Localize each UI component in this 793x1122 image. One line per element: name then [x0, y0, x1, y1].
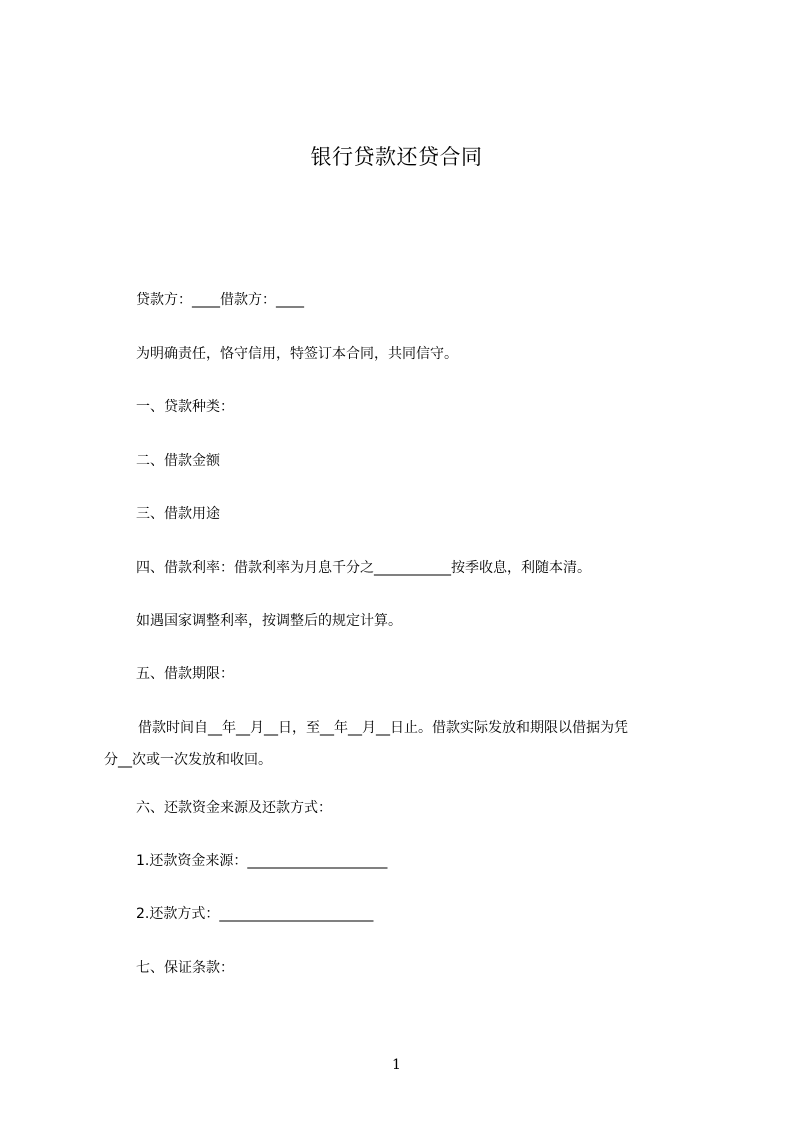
- section-loan-type: 一、贷款种类：: [136, 399, 234, 415]
- section-repayment: 六、还款资金来源及还款方式：: [136, 800, 332, 816]
- section-guarantee: 七、保证条款：: [136, 960, 234, 976]
- loan-term-line-1: 借款时间自__年__月__日，至__年__月__日止。借款实际发放和期限以借据为凭: [138, 720, 628, 736]
- parties-line: 贷款方：____借款方：____: [136, 292, 304, 308]
- section-interest-rate: 四、借款利率：借款利率为月息千分之___________按季收息，利随本清。: [136, 560, 591, 576]
- repayment-source-line: 1.还款资金来源：____________________: [136, 853, 388, 869]
- section-loan-amount: 二、借款金额: [136, 453, 220, 469]
- repayment-method-line: 2.还款方式：______________________: [136, 906, 374, 922]
- rate-adjustment-paragraph: 如遇国家调整利率，按调整后的规定计算。: [136, 613, 402, 629]
- loan-term-paragraph: [104, 712, 704, 776]
- page-number: 1: [392, 1057, 401, 1073]
- section-loan-term: 五、借款期限：: [136, 666, 234, 682]
- preamble-paragraph: 为明确责任，恪守信用，特签订本合同，共同信守。: [136, 346, 458, 362]
- section-loan-purpose: 三、借款用途: [136, 506, 220, 522]
- loan-term-line-2: 分__次或一次发放和收回。: [104, 752, 272, 768]
- document-title: 银行贷款还贷合同: [310, 145, 483, 169]
